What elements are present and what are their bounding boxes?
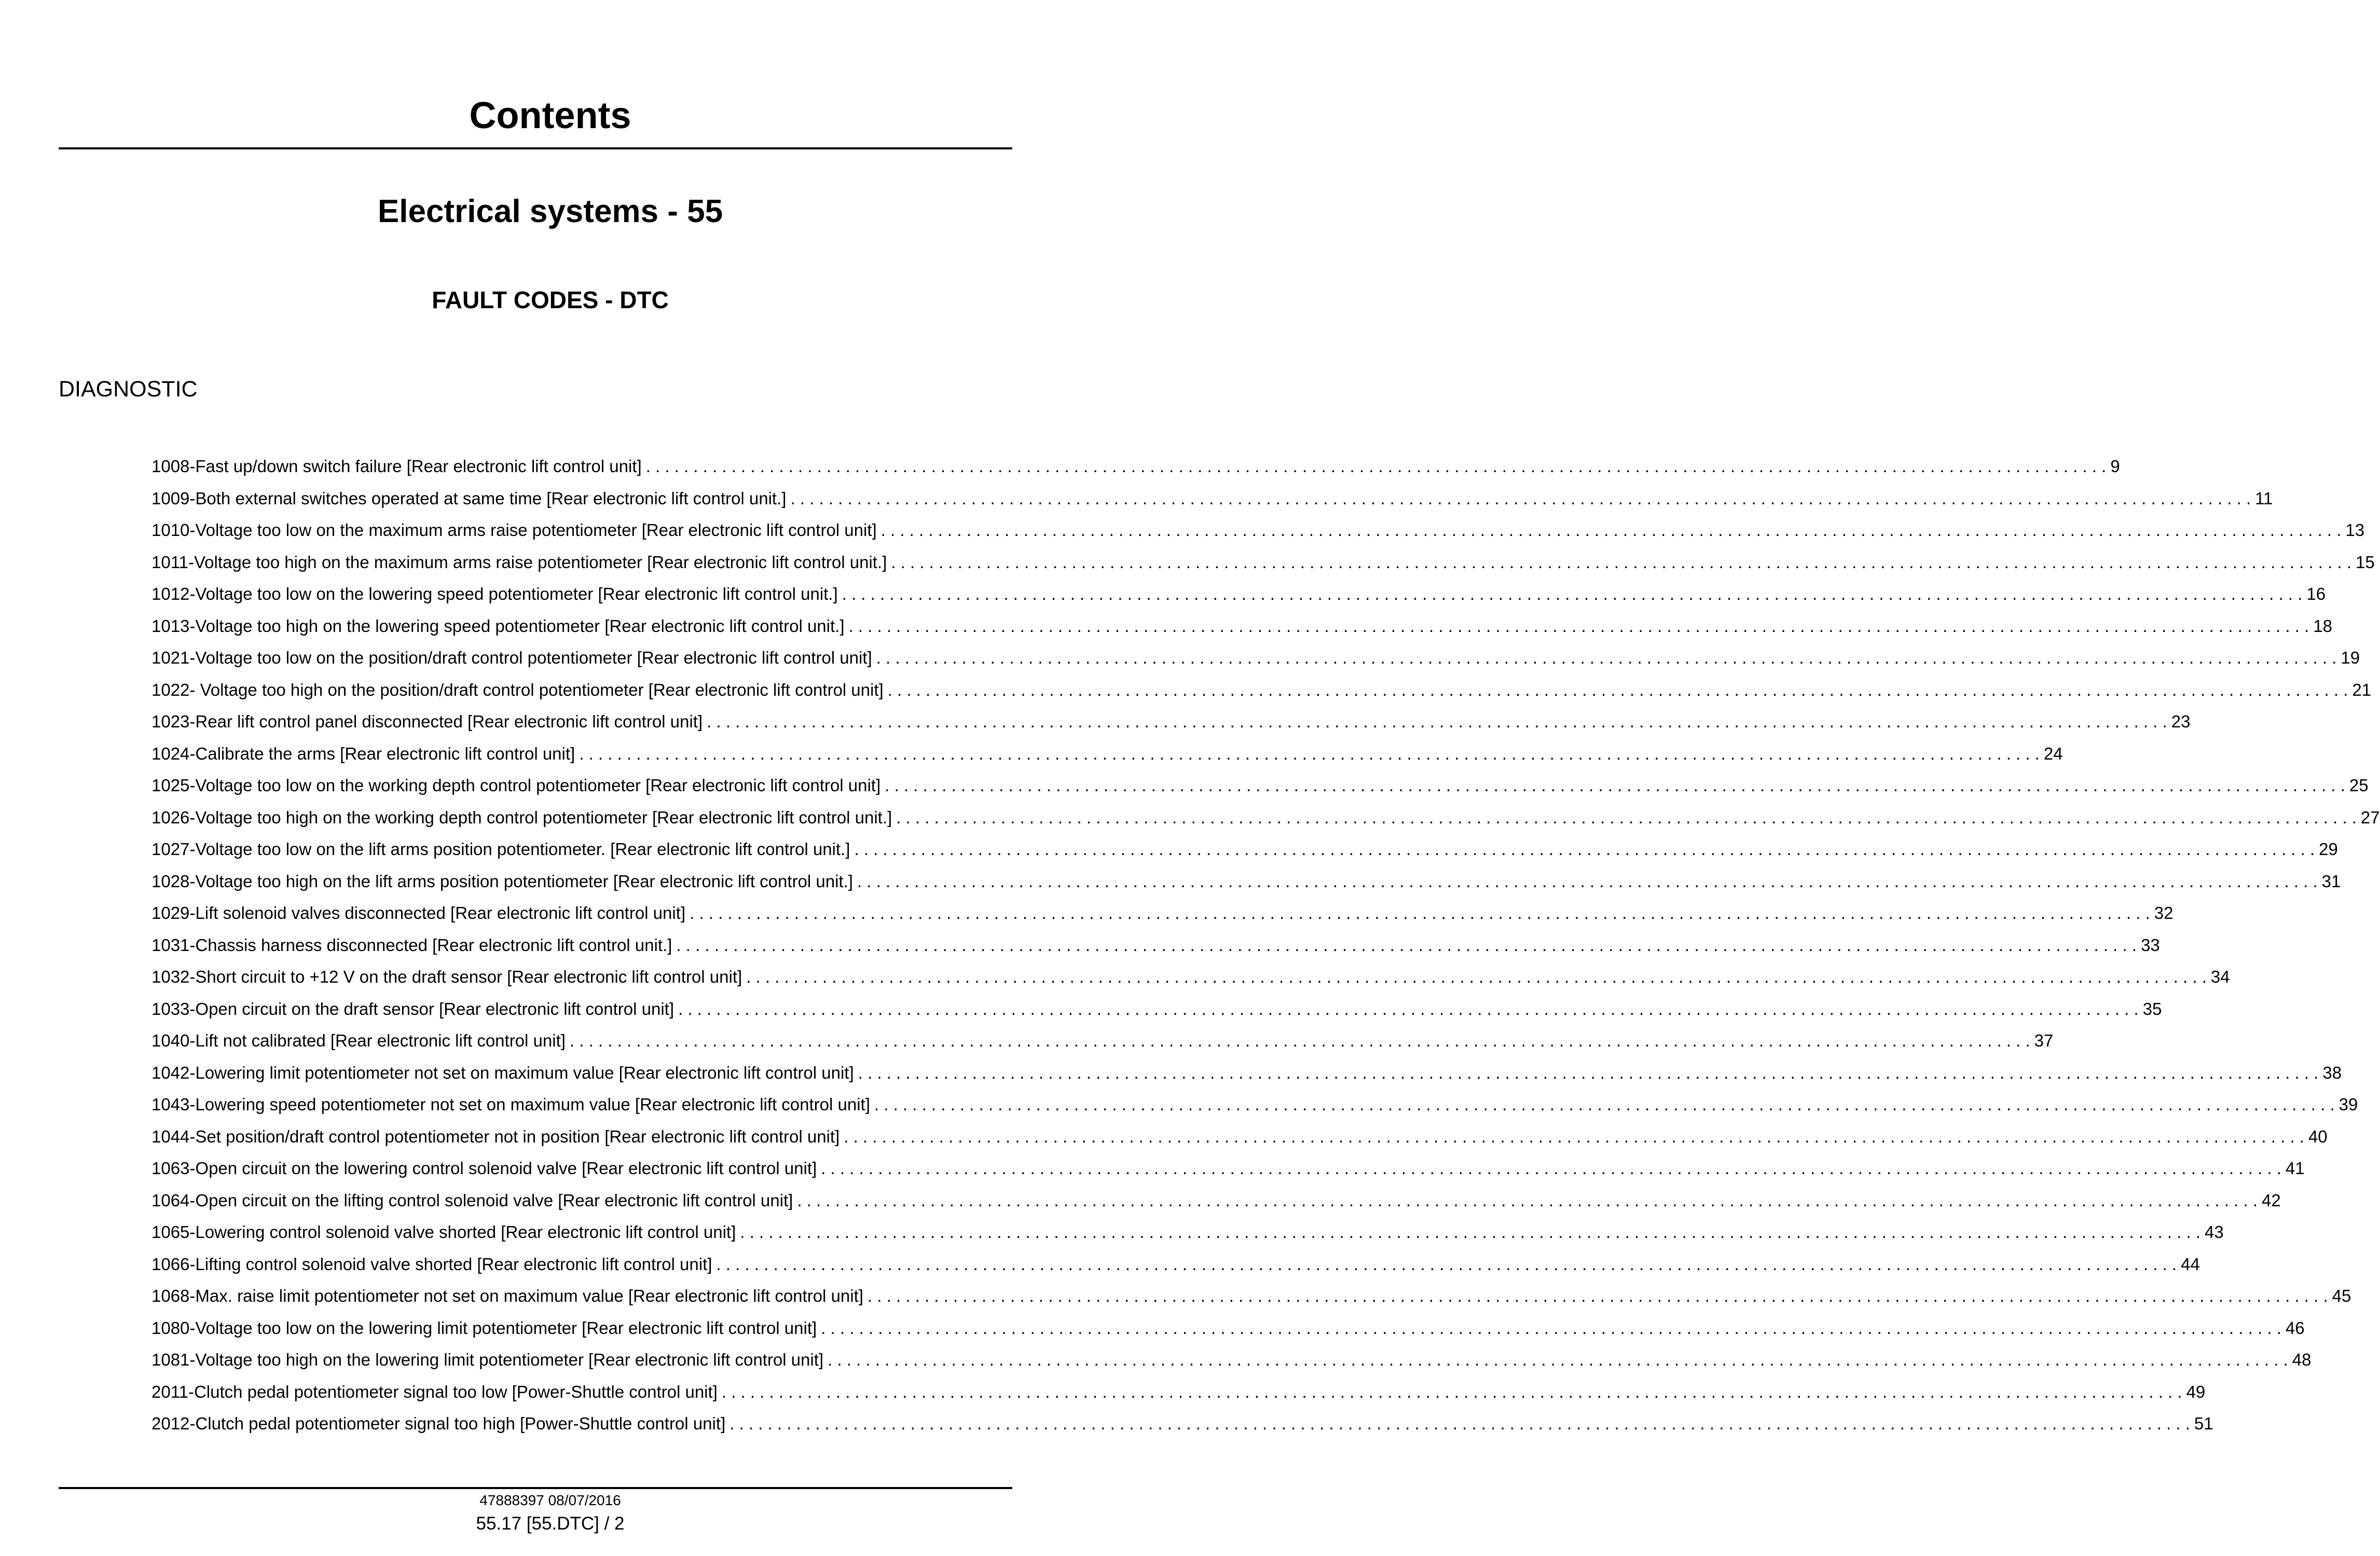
toc-entry-page: 25 [2349,776,2369,795]
toc-entry[interactable] [152,1280,2351,1312]
toc-entry-page: 45 [2332,1286,2351,1305]
toc-entry-page: 33 [2141,935,2160,955]
toc-entry-page: 11 [2255,488,2273,508]
toc-entry[interactable] [152,1152,2305,1185]
toc-dot-leader [885,769,2345,802]
toc-dot-leader [821,1312,2281,1344]
toc-entry-title: 1063-Open circuit on the lowering control solenoid valve [Rear electronic lift control unit] [152,1159,817,1178]
toc-entry-title: 2011-Clutch pedal potentiometer signal too low [Power-Shuttle control unit] [152,1382,718,1401]
toc-entry-title: 1027-Voltage too low on the lift arms position potentiometer. [Rear electronic lift control unit.] [152,839,850,859]
page-number: 55.17 [55.DTC] / 2 [476,1513,625,1534]
toc-entry-page: 31 [2321,871,2341,891]
toc-dot-leader [896,802,2357,834]
toc-entry-title: 2012-Clutch pedal potentiometer signal too high [Power-Shuttle control unit] [152,1414,726,1433]
toc-entry-page: 21 [2352,680,2372,699]
toc-entry[interactable] [152,1216,2224,1248]
page-title: Contents [469,95,631,136]
toc-entry-title: 1040-Lift not calibrated [Rear electronic lift control unit] [152,1031,566,1050]
toc-entry-page: 38 [2322,1063,2342,1082]
toc-dot-leader [857,865,2318,898]
toc-entry[interactable] [152,610,2332,642]
toc-dot-leader [858,1057,2319,1089]
toc-entry[interactable] [152,1408,2213,1440]
toc-entry[interactable] [152,865,2341,898]
toc-dot-leader [716,1248,2177,1280]
toc-entry-page: 9 [2110,457,2120,476]
toc-entry-title: 1013-Voltage too high on the lowering speed potentiometer [Rear electronic lift control unit.] [152,616,845,636]
toc-entry-page: 37 [2034,1031,2054,1050]
toc-entry[interactable] [152,642,2360,674]
toc-entry[interactable] [152,450,2120,483]
toc-entry[interactable] [152,1248,2200,1280]
toc-dot-leader [746,961,2207,993]
toc-entry-page: 15 [2355,552,2375,572]
toc-dot-leader [797,1185,2258,1217]
toc-entry-title: 1029-Lift solenoid valves disconnected [Rear electronic lift control unit] [152,903,686,922]
toc-entry-title: 1026-Voltage too high on the working depth control potentiometer [Rear electronic lift control unit.] [152,807,892,827]
toc-dot-leader [676,929,2137,961]
toc-dot-leader [828,1344,2288,1376]
toc-entry-title: 1010-Voltage too low on the maximum arms raise potentiometer [Rear electronic lift control unit] [152,520,877,540]
toc-entry[interactable] [152,1312,2305,1344]
toc-dot-leader [844,1121,2304,1153]
toc-entry-page: 49 [2186,1382,2206,1401]
toc-entry-page: 19 [2341,648,2360,667]
toc-dot-leader [579,738,2040,770]
toc-entry-title: 1068-Max. raise limit potentiometer not set on maximum value [Rear electronic lift control unit] [152,1286,863,1305]
toc-entry-page: 41 [2285,1159,2305,1178]
toc-dot-leader [842,578,2303,610]
toc-entry[interactable] [152,929,2160,961]
toc-entry-page: 48 [2292,1350,2312,1369]
toc-entry-title: 1024-Calibrate the arms [Rear electronic lift control unit] [152,743,575,763]
toc-dot-leader [707,706,2167,738]
toc-dot-leader [570,1025,2030,1057]
toc-entry-title: 1064-Open circuit on the lifting control solenoid valve [Rear electronic lift control unit] [152,1190,793,1210]
toc-entry-page: 24 [2043,743,2063,763]
toc-entry[interactable] [152,1057,2342,1089]
toc-entry-title: 1022- Voltage too high on the position/draft control potentiometer [Rear electronic lift control unit] [152,680,884,699]
toc-entry-title: 1065-Lowering control solenoid valve shorted [Rear electronic lift control unit] [152,1222,736,1242]
toc-dot-leader [849,610,2309,642]
toc-entry-title: 1009-Both external switches operated at same time [Rear electronic lift control unit.] [152,488,787,508]
toc-entry[interactable] [152,833,2338,865]
toc-dot-leader [646,450,2107,483]
toc-entry[interactable] [152,1025,2054,1057]
toc-entry-page: 27 [2360,807,2380,827]
toc-entry[interactable] [152,514,2365,546]
toc-dot-leader [881,514,2342,546]
header-divider [59,147,1012,149]
toc-entry-page: 42 [2262,1190,2281,1210]
toc-entry[interactable] [152,769,2369,802]
toc-entry[interactable] [152,1185,2281,1217]
toc-dot-leader [876,642,2337,674]
toc-entry-page: 46 [2285,1318,2305,1338]
toc-entry-title: 1066-Lifting control solenoid valve shorted [Rear electronic lift control unit] [152,1254,712,1274]
toc-entry-page: 51 [2194,1414,2213,1433]
toc-entry-title: 1023-Rear lift control panel disconnected [Rear electronic lift control unit] [152,712,703,731]
toc-entry-title: 1011-Voltage too high on the maximum arms raise potentiometer [Rear electronic lift control unit.] [152,552,887,572]
toc-entry-title: 1043-Lowering speed potentiometer not set on maximum value [Rear electronic lift control unit] [152,1095,870,1114]
footer-divider [59,1487,1012,1489]
toc-dot-leader [722,1376,2182,1408]
toc-entry-page: 43 [2205,1222,2224,1242]
toc-dot-leader [821,1152,2281,1185]
toc-entry-title: 1025-Voltage too low on the working depth control potentiometer [Rear electronic lift control unit] [152,776,881,795]
toc-entry[interactable] [152,993,2162,1025]
toc-entry[interactable] [152,1089,2358,1121]
toc-entry-page: 32 [2154,903,2173,922]
toc-entry-page: 34 [2210,967,2230,986]
toc-entry-page: 23 [2171,712,2191,731]
toc-entry-page: 40 [2308,1126,2328,1146]
toc-dot-leader [868,1280,2328,1312]
subsection-title: FAULT CODES - DTC [432,286,669,313]
document-id: 47888397 08/07/2016 [479,1492,621,1508]
toc-dot-leader [891,546,2351,579]
category-heading: DIAGNOSTIC [59,377,198,402]
toc-entry[interactable] [152,961,2230,993]
toc-entry[interactable] [152,578,2326,610]
toc-entry-title: 1008-Fast up/down switch failure [Rear electronic lift control unit] [152,457,642,476]
toc-entry[interactable] [152,738,2063,770]
toc-dot-leader [790,483,2251,515]
toc-entry-page: 39 [2338,1095,2358,1114]
toc-entry[interactable] [152,546,2375,579]
toc-entry-title: 1044-Set position/draft control potentiometer not in position [Rear electronic lift control unit] [152,1126,840,1146]
table-of-contents [152,450,2380,1440]
toc-dot-leader [690,897,2150,929]
toc-entry-title: 1028-Voltage too high on the lift arms position potentiometer [Rear electronic lift control unit.] [152,871,853,891]
toc-entry-page: 16 [2306,584,2326,603]
toc-entry-page: 29 [2319,839,2338,859]
toc-entry-title: 1031-Chassis harness disconnected [Rear electronic lift control unit.] [152,935,672,955]
toc-dot-leader [678,993,2139,1025]
toc-entry[interactable] [152,897,2173,929]
toc-entry-page: 18 [2313,616,2332,636]
toc-entry-title: 1012-Voltage too low on the lowering speed potentiometer [Rear electronic lift control unit.] [152,584,838,603]
toc-entry-title: 1021-Voltage too low on the position/draft control potentiometer [Rear electronic lift control unit] [152,648,872,667]
toc-entry[interactable] [152,483,2273,515]
toc-entry-page: 35 [2142,999,2162,1018]
toc-dot-leader [874,1089,2335,1121]
toc-entry[interactable] [152,706,2191,738]
toc-entry-page: 44 [2181,1254,2200,1274]
toc-dot-leader [888,674,2348,706]
toc-entry[interactable] [152,1376,2206,1408]
toc-entry[interactable] [152,802,2380,834]
toc-entry[interactable] [152,674,2372,706]
toc-entry-title: 1042-Lowering limit potentiometer not set on maximum value [Rear electronic lift control unit] [152,1063,854,1082]
toc-dot-leader [740,1216,2200,1248]
toc-entry-title: 1033-Open circuit on the draft sensor [Rear electronic lift control unit] [152,999,674,1018]
toc-entry-title: 1032-Short circuit to +12 V on the draft sensor [Rear electronic lift control unit] [152,967,742,986]
toc-entry-page: 13 [2345,520,2365,540]
toc-entry[interactable] [152,1344,2312,1376]
section-title: Electrical systems - 55 [377,194,723,229]
toc-dot-leader [854,833,2315,865]
toc-entry[interactable] [152,1121,2328,1153]
toc-entry-title: 1081-Voltage too high on the lowering limit potentiometer [Rear electronic lift control unit] [152,1350,824,1369]
toc-dot-leader [730,1408,2190,1440]
toc-entry-title: 1080-Voltage too low on the lowering limit potentiometer [Rear electronic lift control unit] [152,1318,817,1338]
